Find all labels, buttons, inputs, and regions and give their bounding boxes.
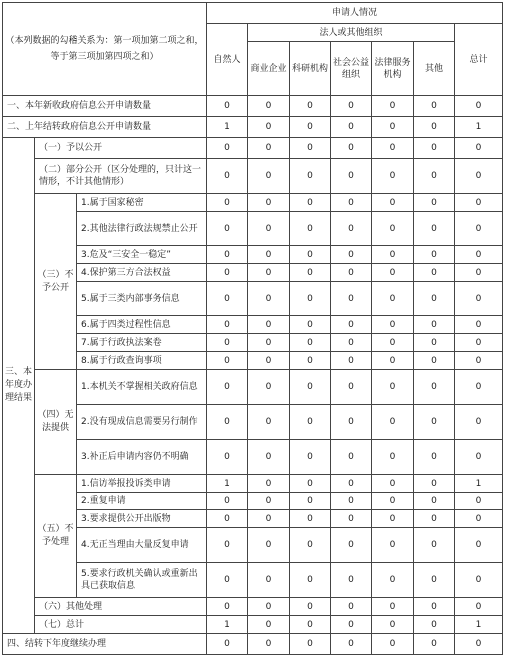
cell-value: 0	[207, 138, 248, 159]
cell-value: 0	[455, 370, 503, 405]
cell-value: 0	[248, 528, 290, 563]
cell-value: 0	[290, 246, 331, 264]
cell-value: 0	[248, 352, 290, 370]
cell-value: 0	[248, 264, 290, 282]
cell-value: 0	[414, 138, 455, 159]
cell-value: 0	[248, 194, 290, 212]
cell-value: 0	[455, 634, 503, 655]
row-label: 二、上年结转政府信息公开申请数量	[3, 117, 207, 138]
cell-value: 0	[331, 528, 372, 563]
cell-value: 0	[290, 493, 331, 510]
cell-value: 0	[248, 316, 290, 334]
cell-value: 0	[455, 138, 503, 159]
cell-value: 0	[455, 264, 503, 282]
cell-value: 0	[207, 634, 248, 655]
cell-value: 0	[248, 634, 290, 655]
cell-value: 0	[372, 194, 414, 212]
cell-value: 0	[331, 598, 372, 616]
table-row	[3, 246, 503, 264]
cell-value: 0	[290, 563, 331, 598]
cell-value: 0	[372, 563, 414, 598]
cell-value: 0	[331, 440, 372, 475]
table-row	[3, 334, 503, 352]
row-label: 4.无正当理由大量反复申请	[77, 528, 207, 563]
header-natural-person: 自然人	[207, 24, 248, 96]
cell-value: 0	[290, 138, 331, 159]
cell-value: 0	[207, 405, 248, 440]
cell-value: 0	[248, 598, 290, 616]
cell-value: 0	[207, 246, 248, 264]
cell-value: 0	[331, 138, 372, 159]
cell-value: 0	[290, 96, 331, 117]
table-row	[3, 440, 503, 475]
cell-value: 0	[414, 352, 455, 370]
cell-value: 0	[248, 616, 290, 634]
cell-value: 0	[372, 634, 414, 655]
cell-value: 0	[248, 282, 290, 316]
cell-value: 0	[207, 493, 248, 510]
cell-value: 0	[331, 246, 372, 264]
cell-value: 0	[372, 475, 414, 493]
cell-value: 0	[455, 159, 503, 194]
cell-value: 0	[248, 405, 290, 440]
row-label: （一）予以公开	[35, 138, 207, 159]
cell-value: 1	[455, 117, 503, 138]
cell-value: 0	[331, 96, 372, 117]
row-label: 2.其他法律行政法规禁止公开	[77, 212, 207, 246]
cell-value: 0	[331, 334, 372, 352]
header-research: 科研机构	[290, 42, 331, 96]
cell-value: 0	[414, 405, 455, 440]
cell-value: 0	[331, 212, 372, 246]
cell-value: 0	[290, 352, 331, 370]
cell-value: 0	[414, 246, 455, 264]
cell-value: 0	[290, 370, 331, 405]
cell-value: 0	[455, 493, 503, 510]
cell-value: 0	[372, 528, 414, 563]
row-label: 4.保护第三方合法权益	[77, 264, 207, 282]
group-5-title: （五）不予处理	[35, 475, 77, 598]
row-label: （六）其他处理	[35, 598, 207, 616]
gov-info-disclosure-table	[2, 2, 503, 655]
header-commercial: 商业企业	[248, 42, 290, 96]
cell-value: 0	[207, 264, 248, 282]
header-applicant-situation: 申请人情况	[207, 3, 503, 24]
cell-value: 0	[248, 246, 290, 264]
cell-value: 0	[372, 616, 414, 634]
cell-value: 0	[290, 528, 331, 563]
cell-value: 0	[414, 563, 455, 598]
cell-value: 0	[207, 370, 248, 405]
table-row	[3, 598, 503, 616]
cell-value: 0	[207, 440, 248, 475]
header-note: （本列数据的勾稽关系为：第一项加第二项之和，等于第三项加第四项之和）	[3, 3, 207, 96]
cell-value: 0	[372, 598, 414, 616]
table-row	[3, 475, 503, 493]
table-row	[3, 528, 503, 563]
cell-value: 0	[455, 316, 503, 334]
cell-value: 0	[290, 212, 331, 246]
row-label: 3.危及“三安全一稳定”	[77, 246, 207, 264]
cell-value: 1	[455, 475, 503, 493]
cell-value: 0	[331, 475, 372, 493]
cell-value: 0	[414, 634, 455, 655]
cell-value: 0	[414, 96, 455, 117]
cell-value: 0	[455, 334, 503, 352]
cell-value: 0	[331, 282, 372, 316]
cell-value: 0	[455, 510, 503, 528]
row-label: 5.属于三类内部事务信息	[77, 282, 207, 316]
cell-value: 0	[331, 563, 372, 598]
row-label: 8.属于行政查询事项	[77, 352, 207, 370]
table-row	[3, 212, 503, 246]
cell-value: 0	[331, 634, 372, 655]
cell-value: 0	[290, 316, 331, 334]
cell-value: 0	[290, 510, 331, 528]
row-label: 一、本年新收政府信息公开申请数量	[3, 96, 207, 117]
cell-value: 0	[414, 528, 455, 563]
cell-value: 0	[290, 117, 331, 138]
cell-value: 0	[414, 159, 455, 194]
cell-value: 0	[290, 194, 331, 212]
header-other: 其他	[414, 42, 455, 96]
cell-value: 0	[331, 316, 372, 334]
header-legal-persons-group: 法人或其他组织	[248, 24, 455, 42]
cell-value: 0	[248, 493, 290, 510]
row-label: 2.重复申请	[77, 493, 207, 510]
cell-value: 0	[372, 440, 414, 475]
cell-value: 0	[331, 194, 372, 212]
cell-value: 0	[331, 159, 372, 194]
cell-value: 0	[414, 316, 455, 334]
cell-value: 0	[248, 475, 290, 493]
cell-value: 0	[414, 598, 455, 616]
cell-value: 0	[331, 264, 372, 282]
row-label: 1.信访举报投诉类申请	[77, 475, 207, 493]
cell-value: 0	[248, 117, 290, 138]
cell-value: 0	[372, 352, 414, 370]
cell-value: 1	[207, 475, 248, 493]
cell-value: 0	[455, 405, 503, 440]
cell-value: 0	[207, 598, 248, 616]
cell-value: 0	[248, 510, 290, 528]
cell-value: 0	[248, 563, 290, 598]
cell-value: 0	[331, 117, 372, 138]
cell-value: 0	[414, 370, 455, 405]
cell-value: 0	[372, 282, 414, 316]
cell-value: 0	[207, 316, 248, 334]
table-row	[3, 616, 503, 634]
table-row	[3, 563, 503, 598]
cell-value: 0	[290, 282, 331, 316]
row-label: 5.要求行政机关确认或重新出具已获取信息	[77, 563, 207, 598]
cell-value: 0	[372, 159, 414, 194]
cell-value: 0	[331, 370, 372, 405]
cell-value: 0	[207, 563, 248, 598]
cell-value: 0	[207, 528, 248, 563]
cell-value: 0	[331, 352, 372, 370]
row-label: 7.属于行政执法案卷	[77, 334, 207, 352]
cell-value: 0	[372, 117, 414, 138]
cell-value: 0	[414, 493, 455, 510]
row-label: 3.要求提供公开出版物	[77, 510, 207, 528]
group-3-title: （三）不予公开	[35, 194, 77, 370]
cell-value: 0	[372, 334, 414, 352]
table-row	[3, 96, 503, 117]
cell-value: 0	[290, 405, 331, 440]
cell-value: 0	[248, 96, 290, 117]
cell-value: 1	[207, 616, 248, 634]
cell-value: 0	[207, 212, 248, 246]
row-label: 1.属于国家秘密	[77, 194, 207, 212]
cell-value: 1	[455, 616, 503, 634]
cell-value: 0	[331, 493, 372, 510]
cell-value: 0	[455, 212, 503, 246]
table-row	[3, 405, 503, 440]
row-label: 2.没有现成信息需要另行制作	[77, 405, 207, 440]
cell-value: 0	[331, 405, 372, 440]
cell-value: 0	[290, 159, 331, 194]
cell-value: 0	[455, 194, 503, 212]
cell-value: 0	[207, 282, 248, 316]
cell-value: 0	[414, 117, 455, 138]
cell-value: 0	[455, 96, 503, 117]
cell-value: 0	[414, 616, 455, 634]
cell-value: 0	[372, 264, 414, 282]
cell-value: 0	[372, 138, 414, 159]
cell-value: 0	[207, 510, 248, 528]
cell-value: 0	[248, 212, 290, 246]
row-label: 6.属于四类过程性信息	[77, 316, 207, 334]
cell-value: 0	[290, 616, 331, 634]
cell-value: 0	[290, 598, 331, 616]
cell-value: 0	[248, 334, 290, 352]
cell-value: 0	[455, 563, 503, 598]
cell-value: 0	[290, 440, 331, 475]
cell-value: 0	[372, 212, 414, 246]
row-label: 1.本机关不掌握相关政府信息	[77, 370, 207, 405]
row-label: 3.补正后申请内容仍不明确	[77, 440, 207, 475]
cell-value: 0	[290, 634, 331, 655]
cell-value: 0	[372, 370, 414, 405]
cell-value: 0	[372, 405, 414, 440]
table-row	[3, 510, 503, 528]
cell-value: 0	[248, 440, 290, 475]
cell-value: 0	[414, 212, 455, 246]
cell-value: 0	[331, 510, 372, 528]
table-row	[3, 264, 503, 282]
table-row	[3, 352, 503, 370]
cell-value: 0	[455, 440, 503, 475]
table-row	[3, 282, 503, 316]
cell-value: 0	[372, 246, 414, 264]
table-row	[3, 316, 503, 334]
cell-value: 0	[372, 510, 414, 528]
cell-value: 0	[207, 194, 248, 212]
cell-value: 0	[207, 352, 248, 370]
cell-value: 0	[455, 528, 503, 563]
table-row	[3, 138, 503, 159]
section-3-title: 三、本年度办理结果	[3, 138, 35, 634]
table-row	[3, 634, 503, 655]
cell-value: 0	[248, 138, 290, 159]
cell-value: 0	[248, 370, 290, 405]
cell-value: 0	[414, 510, 455, 528]
table-row	[3, 194, 503, 212]
cell-value: 0	[290, 334, 331, 352]
table-row	[3, 159, 503, 194]
cell-value: 0	[290, 475, 331, 493]
cell-value: 0	[414, 264, 455, 282]
row-label: （二）部分公开（区分处理的，只计这一情形，不计其他情形）	[35, 159, 207, 194]
table-row	[3, 493, 503, 510]
cell-value: 0	[455, 352, 503, 370]
row-label: 四、结转下年度继续办理	[3, 634, 207, 655]
cell-value: 0	[207, 334, 248, 352]
group-4-title: （四）无法提供	[35, 370, 77, 475]
cell-value: 0	[248, 159, 290, 194]
cell-value: 0	[331, 616, 372, 634]
cell-value: 0	[414, 194, 455, 212]
cell-value: 0	[207, 96, 248, 117]
table-row	[3, 117, 503, 138]
cell-value: 0	[455, 598, 503, 616]
cell-value: 0	[414, 440, 455, 475]
cell-value: 0	[414, 475, 455, 493]
cell-value: 0	[414, 282, 455, 316]
cell-value: 0	[372, 493, 414, 510]
cell-value: 0	[455, 282, 503, 316]
table-row	[3, 370, 503, 405]
header-total: 总计	[455, 24, 503, 96]
cell-value: 0	[207, 159, 248, 194]
cell-value: 0	[372, 96, 414, 117]
header-social: 社会公益组织	[331, 42, 372, 96]
cell-value: 0	[414, 334, 455, 352]
cell-value: 0	[290, 264, 331, 282]
header-legal-service: 法律服务机构	[372, 42, 414, 96]
cell-value: 0	[372, 316, 414, 334]
row-label: （七）总计	[35, 616, 207, 634]
cell-value: 0	[455, 246, 503, 264]
cell-value: 1	[207, 117, 248, 138]
